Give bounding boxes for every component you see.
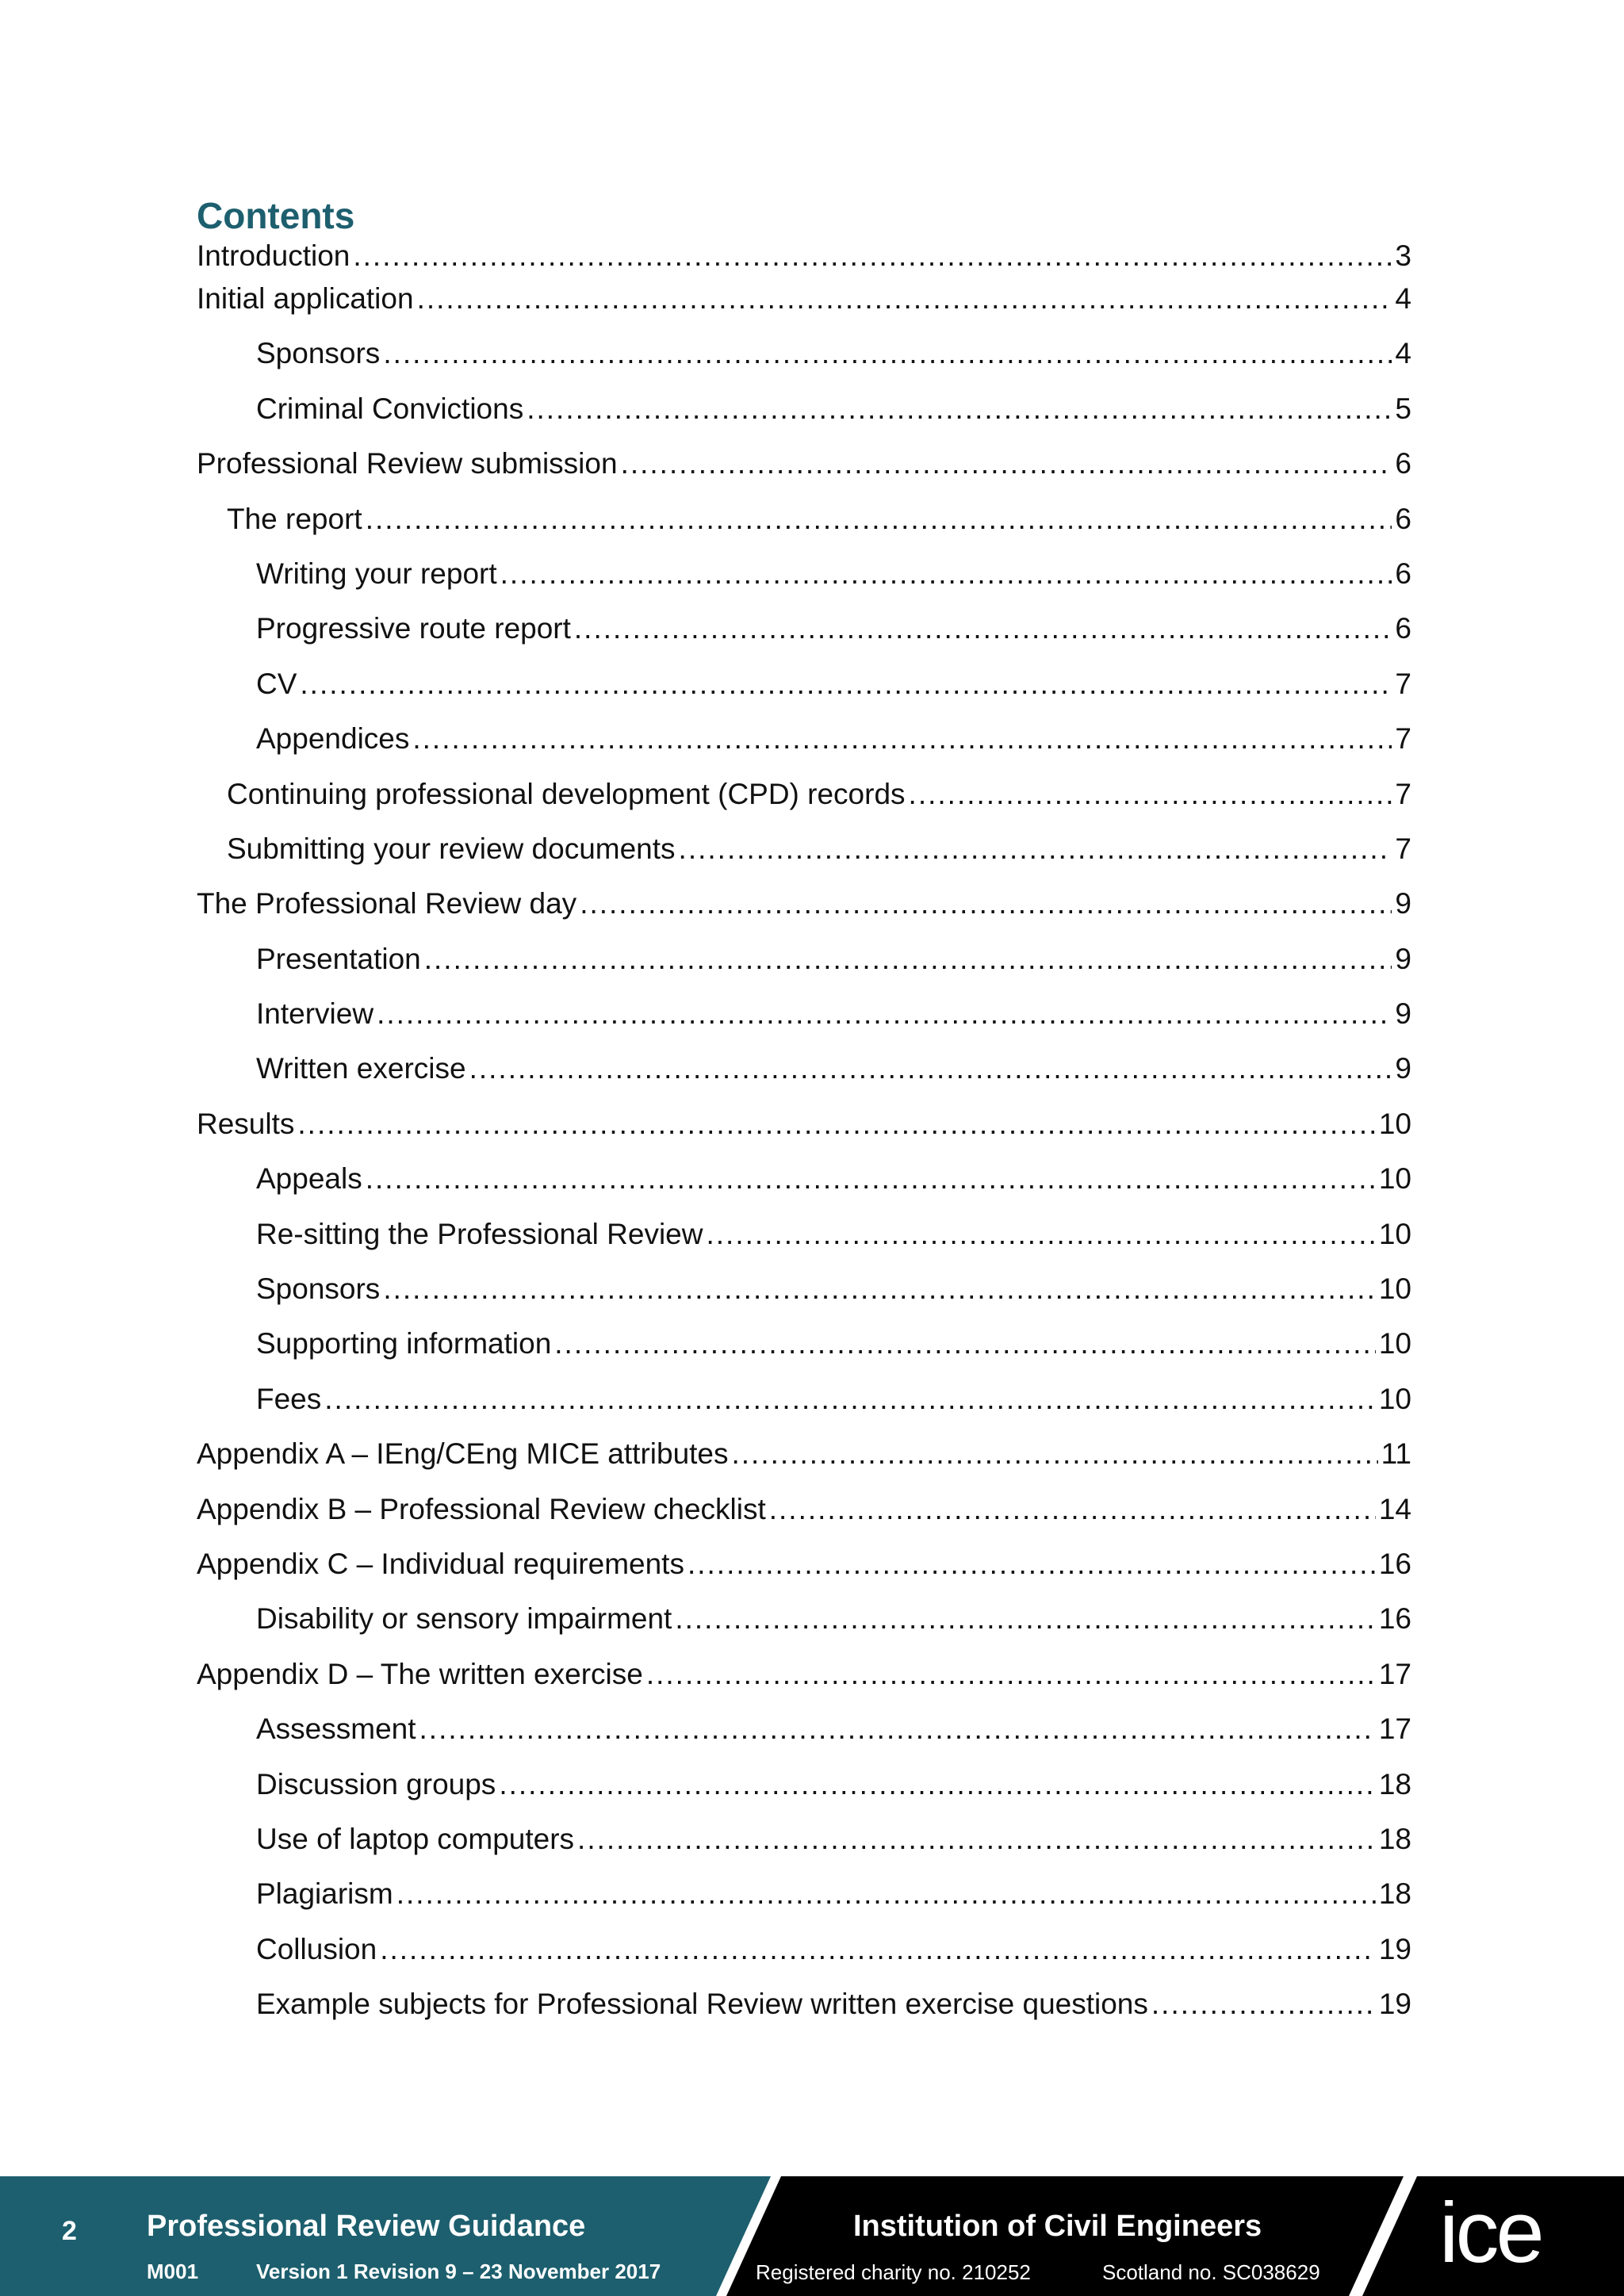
toc-dot-leader bbox=[297, 1096, 1375, 1151]
toc-dot-leader bbox=[527, 381, 1392, 436]
toc-entry[interactable] bbox=[197, 601, 1411, 656]
toc-entry-page-number: 9 bbox=[1395, 997, 1411, 1031]
footer-scotland-number: Scotland no. SC038629 bbox=[1102, 2260, 1320, 2284]
toc-entry[interactable] bbox=[197, 932, 1411, 986]
toc-entry[interactable] bbox=[197, 1426, 1411, 1481]
toc-dot-leader bbox=[366, 492, 1392, 546]
footer-organisation: Institution of Civil Engineers bbox=[853, 2210, 1262, 2243]
toc-entry-page-number: 9 bbox=[1395, 942, 1411, 975]
toc-entry-title: Presentation bbox=[256, 942, 421, 975]
toc-dot-leader bbox=[732, 1426, 1378, 1481]
toc-dot-leader bbox=[554, 1316, 1376, 1371]
toc-entry-page-number: 6 bbox=[1395, 447, 1411, 480]
toc-entry-page-number: 17 bbox=[1378, 1712, 1411, 1746]
toc-entry[interactable] bbox=[197, 1316, 1411, 1371]
toc-dot-leader bbox=[499, 1757, 1376, 1812]
toc-entry-title: Appendix D – The written exercise bbox=[197, 1657, 643, 1690]
toc-entry[interactable] bbox=[197, 492, 1411, 546]
toc-entry[interactable] bbox=[197, 986, 1411, 1041]
toc-entry-page-number: 6 bbox=[1395, 612, 1411, 645]
toc-entry[interactable] bbox=[197, 1976, 1411, 2031]
toc-entry-page-number: 6 bbox=[1395, 557, 1411, 590]
toc-entry[interactable] bbox=[197, 381, 1411, 436]
toc-entry-page-number: 19 bbox=[1378, 1932, 1411, 1965]
toc-entry[interactable] bbox=[197, 326, 1411, 381]
toc-entry-title: Written exercise bbox=[256, 1052, 466, 1085]
toc-dot-leader bbox=[621, 436, 1392, 491]
toc-entry-page-number: 6 bbox=[1395, 502, 1411, 535]
toc-dot-leader bbox=[1151, 1976, 1376, 2031]
toc-entry-page-number: 7 bbox=[1395, 832, 1411, 865]
toc-dot-leader bbox=[412, 711, 1392, 766]
toc-dot-leader bbox=[353, 241, 1392, 271]
toc-entry-title: Supporting information bbox=[256, 1327, 552, 1360]
contents-heading: Contents bbox=[197, 195, 355, 236]
toc-entry-page-number: 7 bbox=[1395, 722, 1411, 756]
toc-entry-title: Disability or sensory impairment bbox=[256, 1602, 672, 1636]
ice-logo bbox=[1439, 2200, 1590, 2271]
toc-entry-title: Fees bbox=[256, 1382, 322, 1415]
toc-dot-leader bbox=[380, 1922, 1376, 1976]
toc-entry-title: The Professional Review day bbox=[197, 887, 577, 920]
toc-entry-page-number: 10 bbox=[1378, 1162, 1411, 1196]
toc-entry-page-number: 18 bbox=[1378, 1877, 1411, 1911]
toc-entry-title: Continuing professional development (CPD) records bbox=[227, 777, 906, 810]
toc-entry-title: Appeals bbox=[256, 1162, 362, 1196]
toc-entry[interactable] bbox=[197, 1647, 1411, 1701]
table-of-contents bbox=[197, 241, 1411, 2032]
toc-entry-title: Sponsors bbox=[256, 1272, 381, 1306]
toc-entry-page-number: 18 bbox=[1378, 1822, 1411, 1855]
toc-entry-page-number: 10 bbox=[1378, 1107, 1411, 1140]
toc-dot-leader bbox=[324, 1372, 1376, 1426]
toc-entry-title: Example subjects for Professional Review written exercise questions bbox=[256, 1988, 1148, 2021]
toc-entry[interactable] bbox=[197, 821, 1411, 876]
toc-entry-title: Plagiarism bbox=[256, 1877, 393, 1911]
toc-entry[interactable] bbox=[197, 241, 1411, 271]
toc-dot-leader bbox=[500, 546, 1392, 601]
toc-entry-title: Collusion bbox=[256, 1932, 377, 1965]
toc-dot-leader bbox=[706, 1207, 1375, 1261]
toc-entry-title: CV bbox=[256, 667, 297, 700]
toc-dot-leader bbox=[424, 932, 1392, 986]
toc-dot-leader bbox=[679, 821, 1392, 876]
toc-dot-leader bbox=[646, 1647, 1376, 1701]
toc-entry[interactable] bbox=[197, 1151, 1411, 1206]
toc-dot-leader bbox=[383, 1261, 1376, 1316]
toc-entry-title: Interview bbox=[256, 997, 374, 1031]
toc-entry[interactable] bbox=[197, 1922, 1411, 1976]
toc-entry-title: Use of laptop computers bbox=[256, 1822, 575, 1855]
toc-entry[interactable] bbox=[197, 271, 1411, 326]
toc-entry-page-number: 9 bbox=[1395, 887, 1411, 920]
logo-text: ice bbox=[1439, 2200, 1542, 2271]
toc-entry[interactable] bbox=[197, 656, 1411, 711]
toc-entry[interactable] bbox=[197, 1812, 1411, 1866]
toc-entry-page-number: 10 bbox=[1378, 1217, 1411, 1250]
page-footer bbox=[0, 2176, 1624, 2296]
toc-entry-page-number: 18 bbox=[1378, 1767, 1411, 1800]
toc-entry[interactable] bbox=[197, 1757, 1411, 1812]
toc-dot-leader bbox=[417, 271, 1392, 326]
toc-entry-title: Writing your report bbox=[256, 557, 497, 590]
toc-entry-page-number: 19 bbox=[1378, 1988, 1411, 2021]
toc-entry-title: Professional Review submission bbox=[197, 447, 618, 480]
footer-document-code: M001 bbox=[147, 2260, 199, 2283]
toc-dot-leader bbox=[300, 656, 1392, 711]
toc-entry[interactable] bbox=[197, 767, 1411, 821]
toc-entry-title: Results bbox=[197, 1107, 295, 1140]
toc-entry-title: Appendix B – Professional Review checklist bbox=[197, 1492, 766, 1525]
toc-entry-page-number: 7 bbox=[1395, 777, 1411, 810]
page-body bbox=[197, 190, 1411, 2032]
toc-entry-title: Appendix A – IEng/CEng MICE attributes bbox=[197, 1437, 729, 1471]
toc-entry[interactable] bbox=[197, 1207, 1411, 1261]
toc-entry-page-number: 10 bbox=[1378, 1382, 1411, 1415]
toc-entry-page-number: 4 bbox=[1395, 337, 1411, 370]
toc-dot-leader bbox=[574, 601, 1392, 656]
toc-entry-page-number: 3 bbox=[1395, 239, 1411, 272]
toc-dot-leader bbox=[396, 1866, 1376, 1921]
toc-entry-page-number: 16 bbox=[1378, 1547, 1411, 1580]
toc-entry-title: Initial application bbox=[197, 282, 414, 315]
toc-entry[interactable] bbox=[197, 876, 1411, 931]
toc-dot-leader bbox=[419, 1701, 1376, 1756]
toc-entry-title: Progressive route report bbox=[256, 612, 571, 645]
toc-entry-page-number: 10 bbox=[1378, 1327, 1411, 1360]
toc-entry-page-number: 9 bbox=[1395, 1052, 1411, 1085]
toc-entry-title: Appendices bbox=[256, 722, 410, 756]
toc-entry-page-number: 16 bbox=[1378, 1602, 1411, 1636]
footer-version: Version 1 Revision 9 – 23 November 2017 bbox=[256, 2260, 661, 2283]
toc-dot-leader bbox=[383, 326, 1392, 381]
footer-document-title: Professional Review Guidance bbox=[147, 2210, 586, 2243]
toc-entry[interactable] bbox=[197, 1536, 1411, 1591]
toc-entry-page-number: 14 bbox=[1378, 1492, 1411, 1525]
footer-charity-number: Registered charity no. 210252 bbox=[756, 2260, 1031, 2284]
toc-entry-title: Appendix C – Individual requirements bbox=[197, 1547, 684, 1580]
toc-dot-leader bbox=[769, 1482, 1376, 1536]
toc-entry[interactable] bbox=[197, 436, 1411, 491]
toc-entry-page-number: 11 bbox=[1381, 1437, 1411, 1471]
toc-entry[interactable] bbox=[197, 711, 1411, 766]
toc-dot-leader bbox=[688, 1536, 1376, 1591]
toc-dot-leader bbox=[577, 1812, 1376, 1866]
toc-dot-leader bbox=[675, 1591, 1376, 1646]
toc-entry-title: Discussion groups bbox=[256, 1767, 496, 1800]
toc-entry-title: Criminal Convictions bbox=[256, 392, 524, 425]
toc-entry[interactable] bbox=[197, 1096, 1411, 1151]
toc-entry-title: Introduction bbox=[197, 239, 350, 272]
footer-page-number: 2 bbox=[62, 2216, 77, 2246]
toc-entry-title: Submitting your review documents bbox=[227, 832, 676, 865]
toc-entry[interactable] bbox=[197, 1041, 1411, 1096]
toc-entry[interactable] bbox=[197, 1482, 1411, 1536]
toc-entry-page-number: 10 bbox=[1378, 1272, 1411, 1306]
toc-entry-title: The report bbox=[227, 502, 362, 535]
toc-entry[interactable] bbox=[197, 546, 1411, 601]
toc-entry-title: Re-sitting the Professional Review bbox=[256, 1217, 703, 1250]
toc-dot-leader bbox=[469, 1041, 1392, 1096]
toc-entry[interactable] bbox=[197, 1701, 1411, 1756]
toc-entry-title: Sponsors bbox=[256, 337, 381, 370]
toc-dot-leader bbox=[377, 986, 1392, 1041]
toc-entry[interactable] bbox=[197, 1261, 1411, 1316]
toc-dot-leader bbox=[909, 767, 1392, 821]
toc-entry-page-number: 17 bbox=[1378, 1657, 1411, 1690]
toc-entry-page-number: 7 bbox=[1395, 667, 1411, 700]
toc-entry[interactable] bbox=[197, 1866, 1411, 1921]
toc-entry-page-number: 4 bbox=[1395, 282, 1411, 315]
toc-entry[interactable] bbox=[197, 1372, 1411, 1426]
toc-entry[interactable] bbox=[197, 1591, 1411, 1646]
toc-dot-leader bbox=[366, 1151, 1376, 1206]
toc-entry-page-number: 5 bbox=[1395, 392, 1411, 425]
toc-dot-leader bbox=[580, 876, 1392, 931]
toc-entry-title: Assessment bbox=[256, 1712, 416, 1746]
